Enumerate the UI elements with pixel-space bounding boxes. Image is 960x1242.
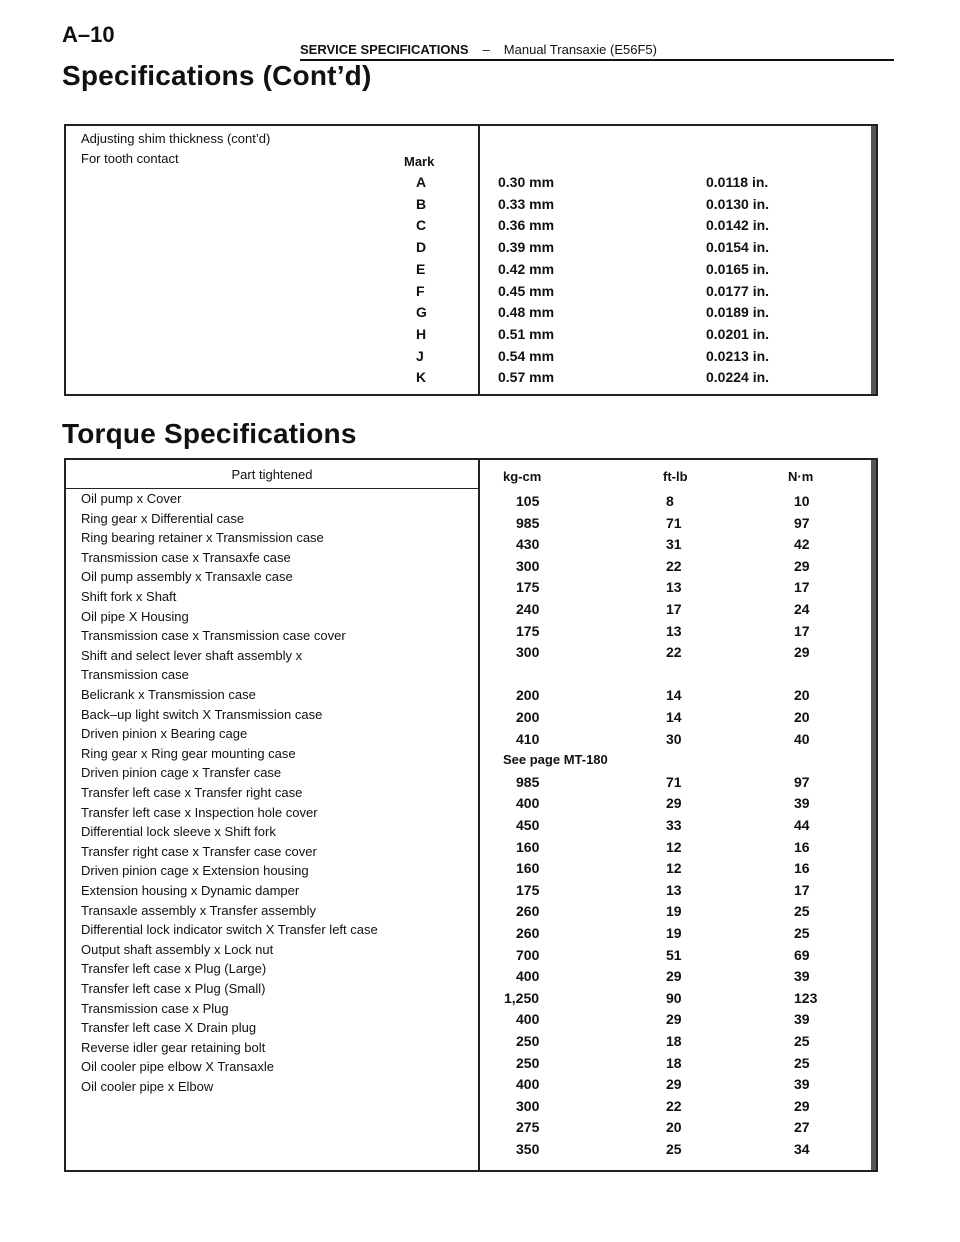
torque-ft-lb-value: 14 [666,687,682,704]
torque-n-m-value: 27 [794,1119,810,1136]
torque-kg-cm-value: 300 [516,644,540,661]
part-tightened-item: Transfer right case x Transfer case cover [81,843,317,859]
torque-table-shadow [871,460,876,1170]
part-tightened-item: Shift fork x Shaft [81,589,177,604]
shim-inch-value: 0.0130 in. [706,195,770,212]
torque-ft-lb-value: 29 [666,795,682,812]
torque-n-m-value: 20 [794,709,810,725]
header-subject: Manual Transaxie (E56F5) [503,42,657,57]
torque-ft-lb-value: 71 [666,514,682,531]
part-tightened-item: Transaxle assembly x Transfer assembly [81,902,317,918]
torque-n-m-value: 44 [794,817,810,833]
shim-inch-value: 0.0142 in. [706,217,770,234]
shim-mm-value: 0.42 mm [498,260,555,277]
torque-n-m-value: 29 [794,557,810,574]
shim-mark: F [416,282,425,299]
part-tightened-item: Driven pinion cage x Extension housing [81,863,309,879]
shim-thickness-table [64,124,878,396]
shim-mark: G [416,304,427,321]
torque-n-m-value: 34 [794,1141,810,1157]
header-rule [300,59,894,61]
torque-kg-cm-value: 400 [516,1076,540,1093]
torque-n-m-value: 39 [794,1076,810,1093]
shim-mm-value: 0.57 mm [498,369,555,386]
torque-ft-lb-value: 13 [666,881,682,898]
part-tightened-item: Oil pipe X Housing [81,608,189,624]
shim-inch-value: 0.0154 in. [706,239,770,256]
torque-kg-cm-value: 400 [516,968,540,985]
shim-mark: A [416,174,427,190]
shim-mark: K [416,369,427,386]
shim-mark: H [416,325,427,342]
mark-column-header: Mark [404,154,435,169]
torque-ft-lb-value: 19 [666,925,682,941]
ft-lb-header: ft-lb [663,469,688,484]
torque-ft-lb-value: 18 [666,1033,682,1049]
torque-n-m-value: 17 [794,622,810,639]
torque-kg-cm-value: 200 [516,687,540,704]
shim-mm-value: 0.30 mm [498,174,555,190]
part-tightened-item: Transmission case x Transaxfe case [81,549,291,565]
torque-kg-cm-value: 200 [516,709,540,725]
torque-ft-lb-value: 90 [666,989,682,1006]
torque-n-m-value: 24 [794,601,810,617]
part-tightened-item: Belicrank x Transmission case [81,687,256,702]
part-tightened-item: Ring bearing retainer x Transmission case [81,530,324,546]
shim-mark: C [416,217,427,234]
torque-ft-lb-value: 29 [666,968,682,985]
torque-ft-lb-value: 12 [666,860,682,877]
part-tightened-item: Transfer left case X Drain plug [81,1020,257,1036]
torque-n-m-value: 97 [794,773,810,790]
torque-kg-cm-value: 175 [516,881,540,898]
part-tightened-item: Oil pump assembly x Transaxle case [81,569,293,585]
torque-kg-cm-value: 1,250 [504,989,540,1006]
shim-mark: B [416,195,427,212]
part-tightened-item: Back–up light switch X Transmission case [81,706,323,722]
torque-n-m-value: 10 [794,493,810,509]
torque-n-m-value: 42 [794,536,810,553]
shim-mark: D [416,239,427,256]
torque-kg-cm-value: 350 [516,1141,540,1157]
torque-kg-cm-value: 250 [516,1033,540,1049]
n-m-header: N·m [788,469,814,484]
torque-ft-lb-value: 33 [666,817,682,833]
specifications-title: Specifications (Cont’d) [62,60,372,91]
torque-kg-cm-value: 175 [516,579,540,596]
shim-mm-value: 0.54 mm [498,347,555,364]
torque-ft-lb-value: 29 [666,1011,682,1028]
torque-reference-note: See page MT-180 [503,752,608,768]
part-tightened-item: Extension housing x Dynamic damper [81,883,300,898]
shim-mm-value: 0.45 mm [498,282,555,299]
shim-inch-value: 0.0213 in. [706,347,770,364]
torque-ft-lb-value: 31 [666,536,682,553]
part-tightened-item: Differential lock indicator switch X Transfer left case [81,922,378,938]
torque-kg-cm-value: 985 [516,773,540,790]
shim-inch-value: 0.0177 in. [706,282,770,299]
part-tightened-item: Transfer left case x Plug (Small) [81,981,266,996]
shim-inch-value: 0.0165 in. [706,260,770,277]
torque-ft-lb-value: 13 [666,622,682,639]
part-tightened-item: Oil pump x Cover [81,491,182,506]
shim-inch-value: 0.0201 in. [706,325,770,342]
torque-n-m-value: 123 [794,989,818,1006]
shim-mm-value: 0.33 mm [498,195,555,212]
torque-kg-cm-value: 175 [516,622,540,639]
torque-specifications-table [64,458,878,1172]
part-tightened-item: Output shaft assembly x Lock nut [81,941,274,957]
header-separator: – [482,42,490,57]
part-tightened-item: Transfer left case x Transfer right case [81,785,303,800]
torque-kg-cm-value: 260 [516,903,540,920]
torque-kg-cm-value: 410 [516,730,540,747]
torque-n-m-value: 17 [794,579,810,596]
torque-ft-lb-value: 22 [666,644,682,661]
torque-kg-cm-value: 450 [516,817,540,833]
shim-mm-value: 0.39 mm [498,239,555,256]
shim-inch-value: 0.0224 in. [706,369,770,386]
part-tightened-item: Transfer left case x Plug (Large) [81,961,267,977]
torque-n-m-value: 29 [794,1097,810,1114]
torque-n-m-value: 25 [794,925,810,941]
shim-mm-value: 0.48 mm [498,304,555,321]
torque-kg-cm-value: 160 [516,860,540,877]
torque-n-m-value: 69 [794,946,810,963]
torque-ft-lb-value: 18 [666,1054,682,1071]
part-tightened-item: Driven pinion x Bearing cage [81,726,248,742]
torque-kg-cm-value: 400 [516,795,540,812]
torque-kg-cm-value: 300 [516,557,540,574]
torque-ft-lb-value: 22 [666,1097,682,1114]
torque-kg-cm-value: 160 [516,838,540,855]
shim-inch-value: 0.0189 in. [706,304,770,321]
part-tightened-item: Shift and select lever shaft assembly x [81,647,303,663]
torque-ft-lb-value: 8 [666,493,674,509]
part-tightened-item: Differential lock sleeve x Shift fork [81,824,276,840]
torque-ft-lb-value: 29 [666,1076,682,1093]
torque-n-m-value: 20 [794,687,810,704]
part-tightened-item: Driven pinion cage x Transfer case [81,765,282,781]
page-number: A–10 [62,22,115,47]
torque-n-m-value: 40 [794,730,810,747]
torque-ft-lb-value: 14 [666,709,682,725]
torque-kg-cm-value: 300 [516,1097,540,1114]
part-tightened-item: Reverse idler gear retaining bolt [81,1039,266,1055]
part-tightened-item: Transmission case x Transmission case cover [81,628,346,644]
part-tightened-item: Transmission case x Plug [81,1000,229,1016]
torque-n-m-value: 39 [794,968,810,985]
torque-n-m-value: 97 [794,514,810,531]
torque-kg-cm-value: 985 [516,514,540,531]
torque-n-m-value: 25 [794,1033,810,1049]
torque-ft-lb-value: 25 [666,1141,682,1157]
torque-kg-cm-value: 250 [516,1054,540,1071]
torque-table-divider [478,460,480,1170]
shim-table-divider [478,126,480,394]
shim-note-line1: Adjusting shim thickness (cont’d) [81,131,271,146]
part-header-rule [66,488,478,489]
torque-ft-lb-value: 71 [666,773,682,790]
torque-ft-lb-value: 19 [666,903,682,920]
kg-cm-header: kg-cm [503,469,542,484]
shim-table-shadow [871,126,876,394]
shim-mm-value: 0.51 mm [498,325,555,342]
torque-kg-cm-value: 430 [516,536,540,553]
shim-mark: E [416,260,426,277]
part-tightened-item: Oil cooler pipe elbow X Transaxle [81,1059,274,1075]
torque-ft-lb-value: 20 [666,1119,682,1136]
torque-kg-cm-value: 275 [516,1119,540,1136]
torque-kg-cm-value: 105 [516,493,540,509]
torque-ft-lb-value: 51 [666,946,682,963]
part-tightened-item: Oil cooler pipe x Elbow [81,1079,214,1094]
running-header [300,42,657,57]
torque-kg-cm-value: 400 [516,1011,540,1028]
torque-n-m-value: 29 [794,644,810,661]
shim-inch-value: 0.0118 in. [706,174,769,190]
torque-ft-lb-value: 17 [666,601,682,617]
torque-kg-cm-value: 260 [516,925,540,941]
shim-note-line2: For tooth contact [81,151,179,166]
shim-mark: J [416,347,424,364]
shim-mm-value: 0.36 mm [498,217,555,234]
torque-ft-lb-value: 12 [666,838,682,855]
torque-ft-lb-value: 22 [666,557,682,574]
torque-n-m-value: 17 [794,881,810,898]
torque-n-m-value: 16 [794,838,810,855]
torque-n-m-value: 25 [794,1054,810,1071]
torque-specifications-title: Torque Specifications [62,418,357,449]
torque-n-m-value: 39 [794,1011,810,1028]
part-tightened-item: Ring gear x Ring gear mounting case [81,745,296,761]
torque-n-m-value: 25 [794,903,810,920]
torque-kg-cm-value: 240 [516,601,540,617]
torque-n-m-value: 39 [794,795,810,812]
torque-kg-cm-value: 700 [516,946,540,963]
torque-n-m-value: 16 [794,860,810,877]
part-tightened-item: Transmission case [81,667,189,683]
torque-ft-lb-value: 13 [666,579,682,596]
header-section: SERVICE SPECIFICATIONS [300,42,469,57]
part-tightened-item: Transfer left case x Inspection hole cover [81,804,318,820]
part-tightened-item: Ring gear x Differential case [81,510,245,526]
torque-ft-lb-value: 30 [666,730,682,747]
part-tightened-header: Part tightened [231,467,313,482]
